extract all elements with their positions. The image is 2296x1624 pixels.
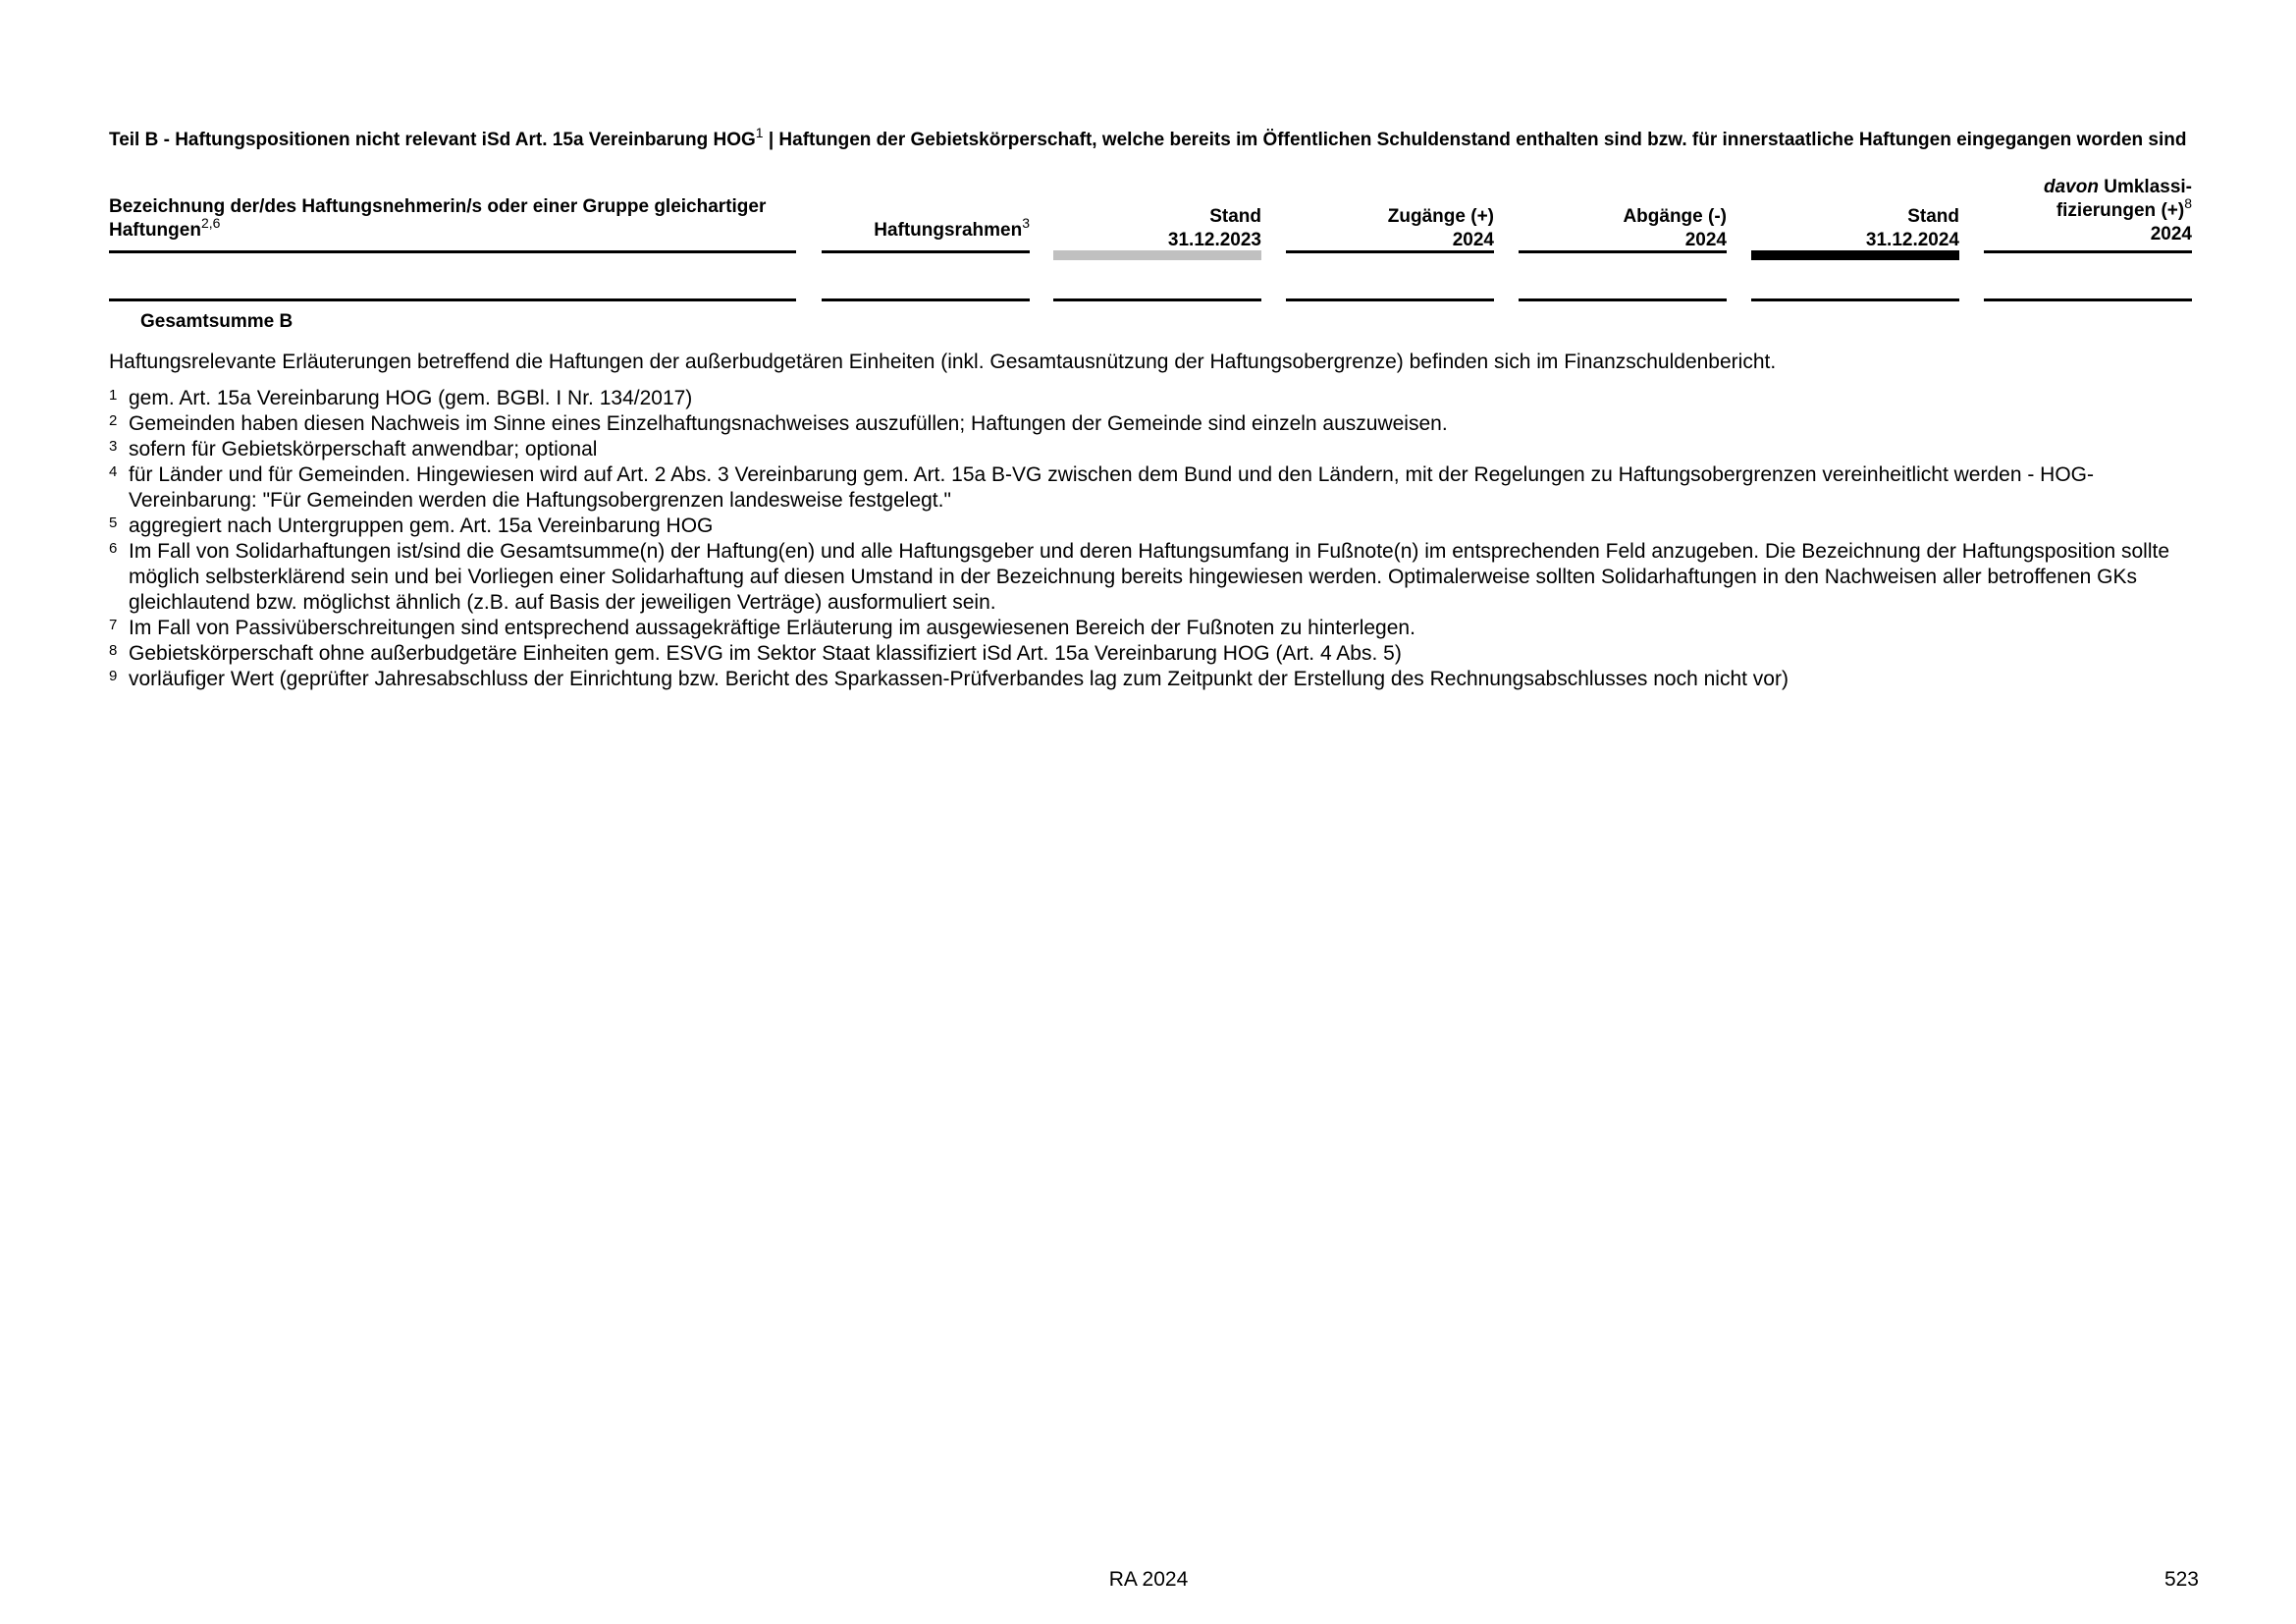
col-header-davon-umklassifizierungen [1984, 176, 2192, 246]
total-rule-haftungsrahmen [822, 298, 1030, 301]
header-rule-davon [1984, 250, 2192, 253]
total-row-label: Gesamtsumme B [140, 311, 294, 332]
footnote-number: 4 [109, 463, 118, 480]
section-title [109, 125, 2210, 152]
col-header-zugaenge-line2: 2024 [1452, 230, 1494, 250]
header-rule-zugaenge [1286, 250, 1494, 253]
total-rule-abgaenge [1519, 298, 1727, 301]
footnote-number: 2 [109, 412, 118, 429]
footnote-text: Gemeinden haben diesen Nachweis im Sinne eines Einzelhaftungsnachweises auszufüllen; Haftungen der Gemeinde sind einzeln auszuweisen. [129, 412, 1448, 435]
col-header-davon-italic: davon [2044, 177, 2099, 197]
col-header-stand-2024-line1: Stand [1907, 206, 1959, 227]
col-header-haftungsrahmen-footnote-ref: 3 [1022, 215, 1030, 231]
footnotes-list [109, 386, 2210, 692]
footnote-item [109, 386, 2210, 411]
footnote-item [109, 616, 2210, 641]
col-header-davon-line3: 2024 [2150, 224, 2192, 244]
page-number: 523 [2163, 1568, 2199, 1591]
col-header-abgaenge-line2: 2024 [1684, 230, 1727, 250]
col-header-davon-line2: fizierungen (+) [2056, 200, 2185, 221]
header-rule-stand-2023 [1053, 250, 1261, 260]
title-footnote-ref: 1 [755, 125, 764, 140]
footnote-text: sofern für Gebietskörperschaft anwendbar; optional [129, 438, 598, 460]
col-header-zugaenge [1286, 205, 1494, 252]
explanatory-note: Haftungsrelevante Erläuterungen betreffend die Haftungen der außerbudgetären Einheiten (inkl. Gesamtausnützung der Haftungsobergrenze) befinden sich im Finanzschuldenbericht. [109, 351, 1777, 373]
footnote-number: 7 [109, 617, 118, 633]
col-header-davon-footnote-ref: 8 [2184, 195, 2192, 211]
col-header-davon-line1: Umklassi- [2098, 177, 2192, 197]
col-header-abgaenge-line1: Abgänge (-) [1623, 206, 1727, 227]
footnote-number: 5 [109, 514, 118, 531]
footnote-item [109, 437, 2210, 462]
total-rule-davon [1984, 298, 2192, 301]
col-header-bezeichnung-line1: Bezeichnung der/des Haftungsnehmerin/s oder einer Gruppe gleichartiger [109, 196, 767, 217]
col-header-haftungsrahmen [822, 215, 1030, 243]
col-header-stand-2024 [1751, 205, 1959, 252]
total-rule-stand-2024 [1751, 298, 1959, 301]
footnote-text: vorläufiger Wert (geprüfter Jahresabschluss der Einrichtung bzw. Bericht des Sparkassen-Prüfverbandes lag zum Zeitpunkt der Erstellung des Rechnungsabschlusses noch nicht vor) [129, 668, 1789, 690]
col-header-stand-2024-line2: 31.12.2024 [1865, 230, 1959, 250]
title-text: Teil B - Haftungspositionen nicht relevant iSd Art. 15a Vereinbarung HOG [109, 130, 756, 150]
col-header-stand-2023-line1: Stand [1209, 206, 1261, 227]
footnote-text: Im Fall von Solidarhaftungen ist/sind die Gesamtsumme(n) der Haftung(en) und alle Haftungsgeber und deren Haftungsumfang in Fußnote(n) im entsprechenden Feld anzugeben. Die Bezeichnung der Haftungsposition sollte möglich selbsterklärend sein und bei Vorliegen einer Solidarhaftung auf diesen Umstand in der Bezeichnung bereits hingewiesen werden. Optimalerweise sollten Solidarhaftungen in den Nachweisen aller betroffenen GKs gleichlautend bzw. möglichst ähnlich (z.B. auf Basis der jeweiligen Verträge) ausformuliert sein. [129, 540, 2170, 614]
col-header-stand-2023 [1053, 205, 1261, 252]
total-rule-stand-2023 [1053, 298, 1261, 301]
col-header-bezeichnung-footnote-ref: 2,6 [200, 215, 221, 231]
header-rule-stand-2024 [1751, 250, 1959, 260]
footnote-item [109, 641, 2210, 667]
total-rule-zugaenge [1286, 298, 1494, 301]
col-header-stand-2023-line2: 31.12.2023 [1167, 230, 1261, 250]
footnote-number: 1 [109, 387, 118, 404]
footnote-item [109, 411, 2210, 437]
col-header-bezeichnung [109, 195, 796, 243]
col-header-haftungsrahmen-label: Haftungsrahmen [874, 220, 1023, 241]
footnote-text: gem. Art. 15a Vereinbarung HOG (gem. BGBl. I Nr. 134/2017) [129, 387, 693, 409]
footnote-item [109, 462, 2210, 514]
header-rule-haftungsrahmen [822, 250, 1030, 253]
col-header-bezeichnung-line2: Haftungen [109, 220, 201, 241]
footnote-number: 3 [109, 438, 118, 455]
footnote-number: 6 [109, 540, 118, 557]
footnote-text: aggregiert nach Untergruppen gem. Art. 15a Vereinbarung HOG [129, 514, 714, 537]
col-header-abgaenge [1519, 205, 1727, 252]
footnote-item [109, 667, 2210, 692]
footnote-number: 8 [109, 642, 118, 659]
footnote-item [109, 539, 2210, 616]
col-header-zugaenge-line1: Zugänge (+) [1387, 206, 1494, 227]
footnote-number: 9 [109, 668, 118, 684]
footer-report-label: RA 2024 [1108, 1568, 1189, 1591]
footnote-text: für Länder und für Gemeinden. Hingewiesen wird auf Art. 2 Abs. 3 Vereinbarung gem. Art. 15a B-VG zwischen dem Bund und den Ländern, mit der Regelungen zu Haftungsobergrenzen vereinheitlicht werden - HOG-Vereinbarung: "Für Gemeinden werden die Haftungsobergrenzen landesweise festgelegt." [129, 463, 2094, 512]
footnote-item [109, 514, 2210, 539]
title-text-continued: | Haftungen der Gebietskörperschaft, welche bereits im Öffentlichen Schuldenstand enthalten sind bzw. für innerstaatliche Haftungen eingegangen worden sind [763, 130, 2187, 150]
header-rule-abgaenge [1519, 250, 1727, 253]
total-rule-bezeichnung [109, 298, 796, 301]
header-rule-bezeichnung [109, 250, 796, 253]
footnote-text: Gebietskörperschaft ohne außerbudgetäre Einheiten gem. ESVG im Sektor Staat klassifiziert iSd Art. 15a Vereinbarung HOG (Art. 4 Abs. 5) [129, 642, 1402, 665]
footnote-text: Im Fall von Passivüberschreitungen sind entsprechend aussagekräftige Erläuterung im ausgewiesenen Bereich der Fußnoten zu hinterlegen. [129, 617, 1415, 639]
